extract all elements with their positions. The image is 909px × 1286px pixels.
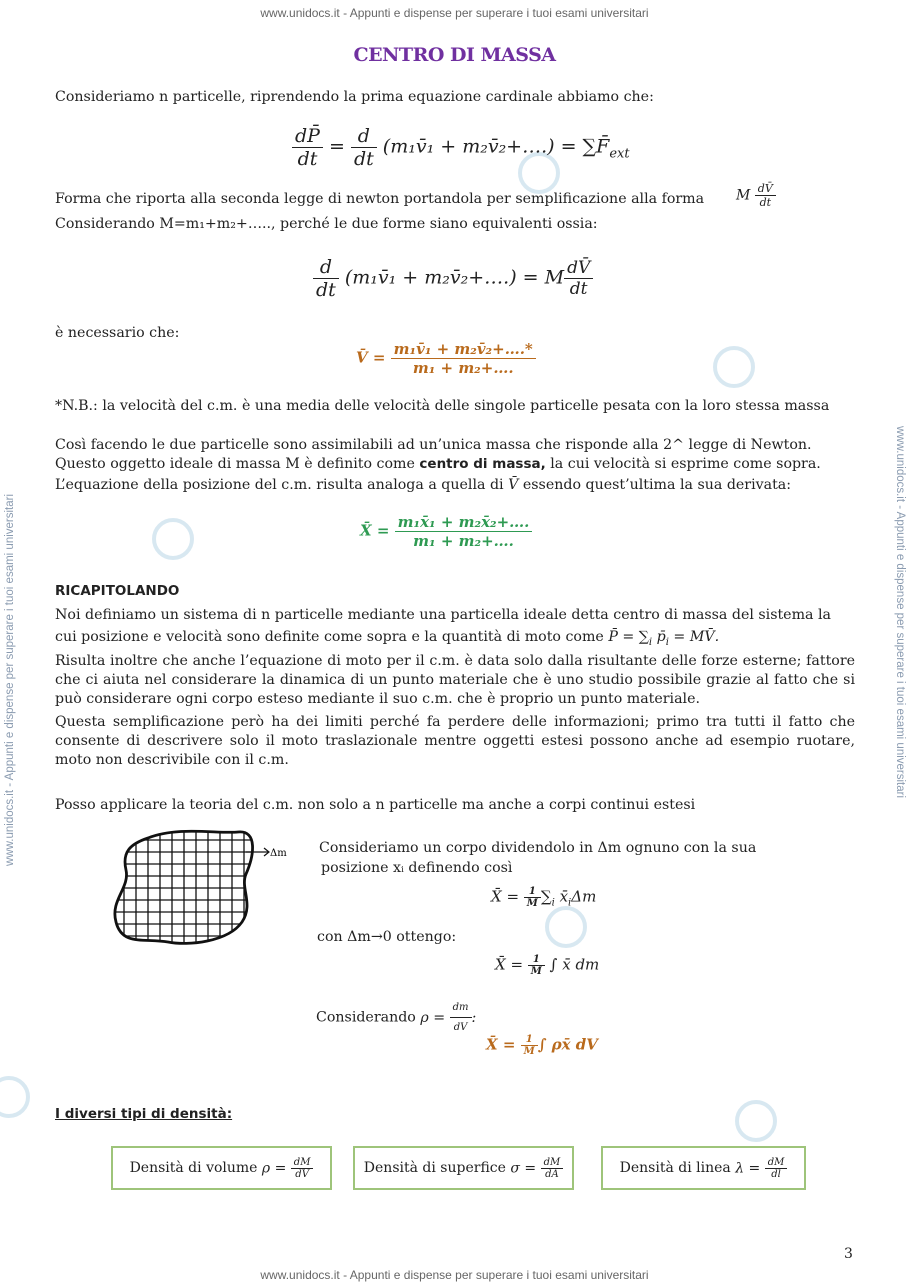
paragraph-continuous-bodies: Posso applicare la teoria del c.m. non solo a n particelle ma anche a corpi continui estesi [55, 797, 696, 813]
paragraph-recap-3: Risulta inoltre che anche l’equazione di moto per il c.m. è data solo dalla risultante delle forze esterne; fattore che ci aiuta nel considerare la dinamica di un punto materiale che è uno studio possibile grazie al fatto che si può considerare ogni corpo esteso mediante il suo c.m. che è proprio un punto materiale. [55, 653, 855, 707]
equation-momentum-derivative: $\frac{dP̄}{dt}$ = $\frac{d}{dt}$ (m₁v̄₁ + m₂v̄₂+….) = $\sum F̄_{ext}$ [292, 125, 630, 170]
density-box-volume: Densità di volume ρ = $\frac{dM}{dV}$ [111, 1146, 332, 1190]
footer-watermark: www.unidocs.it - Appunti e dispense per superare i tuoi esami universitari [260, 1268, 649, 1282]
paragraph-intro: Consideriamo n particelle, riprendendo la prima equazione cardinale abbiamo che: [55, 89, 654, 105]
density-box-line: Densità di linea λ = $\frac{dM}{dl}$ [601, 1146, 806, 1190]
equation-discrete-cm: X̄ = $\frac{1}{M}$ $\sum_i$ $x̄_i\Delta m$ [491, 886, 597, 909]
paragraph-side-4: Considerando ρ = $\frac{dm}{dV}$ : [316, 998, 716, 1037]
left-side-watermark: www.unidocs.it - Appunti e dispense per superare i tuoi esami universitari [4, 493, 16, 866]
inline-formula-mdvdt: M $\frac{dV̄}{dt}$ [736, 182, 776, 209]
watermark-logo-icon [0, 1076, 30, 1118]
equation-integral-cm: X̄ = $\frac{1}{M}$ ∫ x̄ dm [495, 954, 600, 977]
watermark-logo-icon [713, 346, 755, 388]
note-nb: *N.B.: la velocità del c.m. è una media delle velocità delle singole particelle pesata con la loro stessa massa [55, 398, 830, 414]
paragraph-newton-2: Così facendo le due particelle sono assimilabili ad un’unica massa che risponde alla 2^ legge di Newton. [55, 437, 812, 453]
paragraph-side-3: con Δm→0 ottengo: [317, 929, 457, 945]
equation-density-cm: X̄ = $\frac{1}{M}$ ∫ ρx̄ dV [486, 1034, 598, 1057]
density-box-surface: Densità di superfice σ = $\frac{dM}{dA}$ [353, 1146, 574, 1190]
watermark-logo-icon [735, 1100, 777, 1142]
paragraph-side-2: posizione xᵢ definendo così [321, 860, 513, 876]
equation-equivalence: $\frac{d}{dt}$ (m₁v̄₁ + m₂v̄₂+….) = M $\frac{dV̄}{dt}$ [313, 256, 593, 301]
paragraph-considering: Considerando M=m₁+m₂+….., perché le due forme siano equivalenti ossia: [55, 216, 598, 232]
equation-cm-position: X̄ = $\frac{\text{m₁x̄₁ + m₂x̄₂+….}}{\text{m₁ + m₂+….}}$ [360, 513, 532, 550]
figure-dm-label: Δm [270, 848, 287, 859]
extended-body-figure [108, 826, 298, 952]
header-watermark: www.unidocs.it - Appunti e dispense per superare i tuoi esami universitari [260, 6, 649, 20]
paragraph-definition: Questo oggetto ideale di massa M è definito come centro di massa, la cui velocità si esprime come sopra. [55, 456, 821, 472]
page-number: 3 [844, 1246, 853, 1262]
page-title: CENTRO DI MASSA [353, 44, 556, 66]
section-heading-recap: RICAPITOLANDO [55, 583, 180, 599]
paragraph-necessary: è necessario che: [55, 325, 180, 341]
paragraph-side-1: Consideriamo un corpo dividendolo in Δm ognuno con la sua [319, 840, 757, 856]
paragraph-newton: Forma che riporta alla seconda legge di newton portandola per semplificazione alla forma [55, 191, 705, 207]
term-centro-di-massa: centro di massa, [419, 456, 546, 472]
paragraph-recap-1: Noi definiamo un sistema di n particelle mediante una particella ideale detta centro di massa del sistema la [55, 607, 831, 623]
paragraph-recap-2: cui posizione e velocità sono definite come sopra e la quantità di moto come P̄ = $\sum_i$ $p̄_i$ = MV̄. [55, 629, 720, 648]
paragraph-position: L’equazione della posizione del c.m. risulta analoga a quella di V̄ essendo quest’ultima la sua derivata: [55, 477, 792, 493]
right-side-watermark: www.unidocs.it - Appunti e dispense per superare i tuoi esami universitari [894, 426, 906, 799]
watermark-logo-icon [152, 518, 194, 560]
paragraph-recap-4: Questa semplificazione però ha dei limiti perché fa perdere delle informazioni; primo tra tutti il fatto che consente di descrivere solo il moto traslazionale mentre oggetti estesi possono anche ad esempio ruotare, moto non descrivibile con il c.m. [55, 714, 855, 768]
equation-cm-velocity: V̄ = $\frac{\text{m₁v̄₁ + m₂v̄₂+….*}}{\text{m₁ + m₂+….}}$ [356, 340, 536, 377]
section-heading-densities: I diversi tipi di densità: [55, 1106, 233, 1122]
